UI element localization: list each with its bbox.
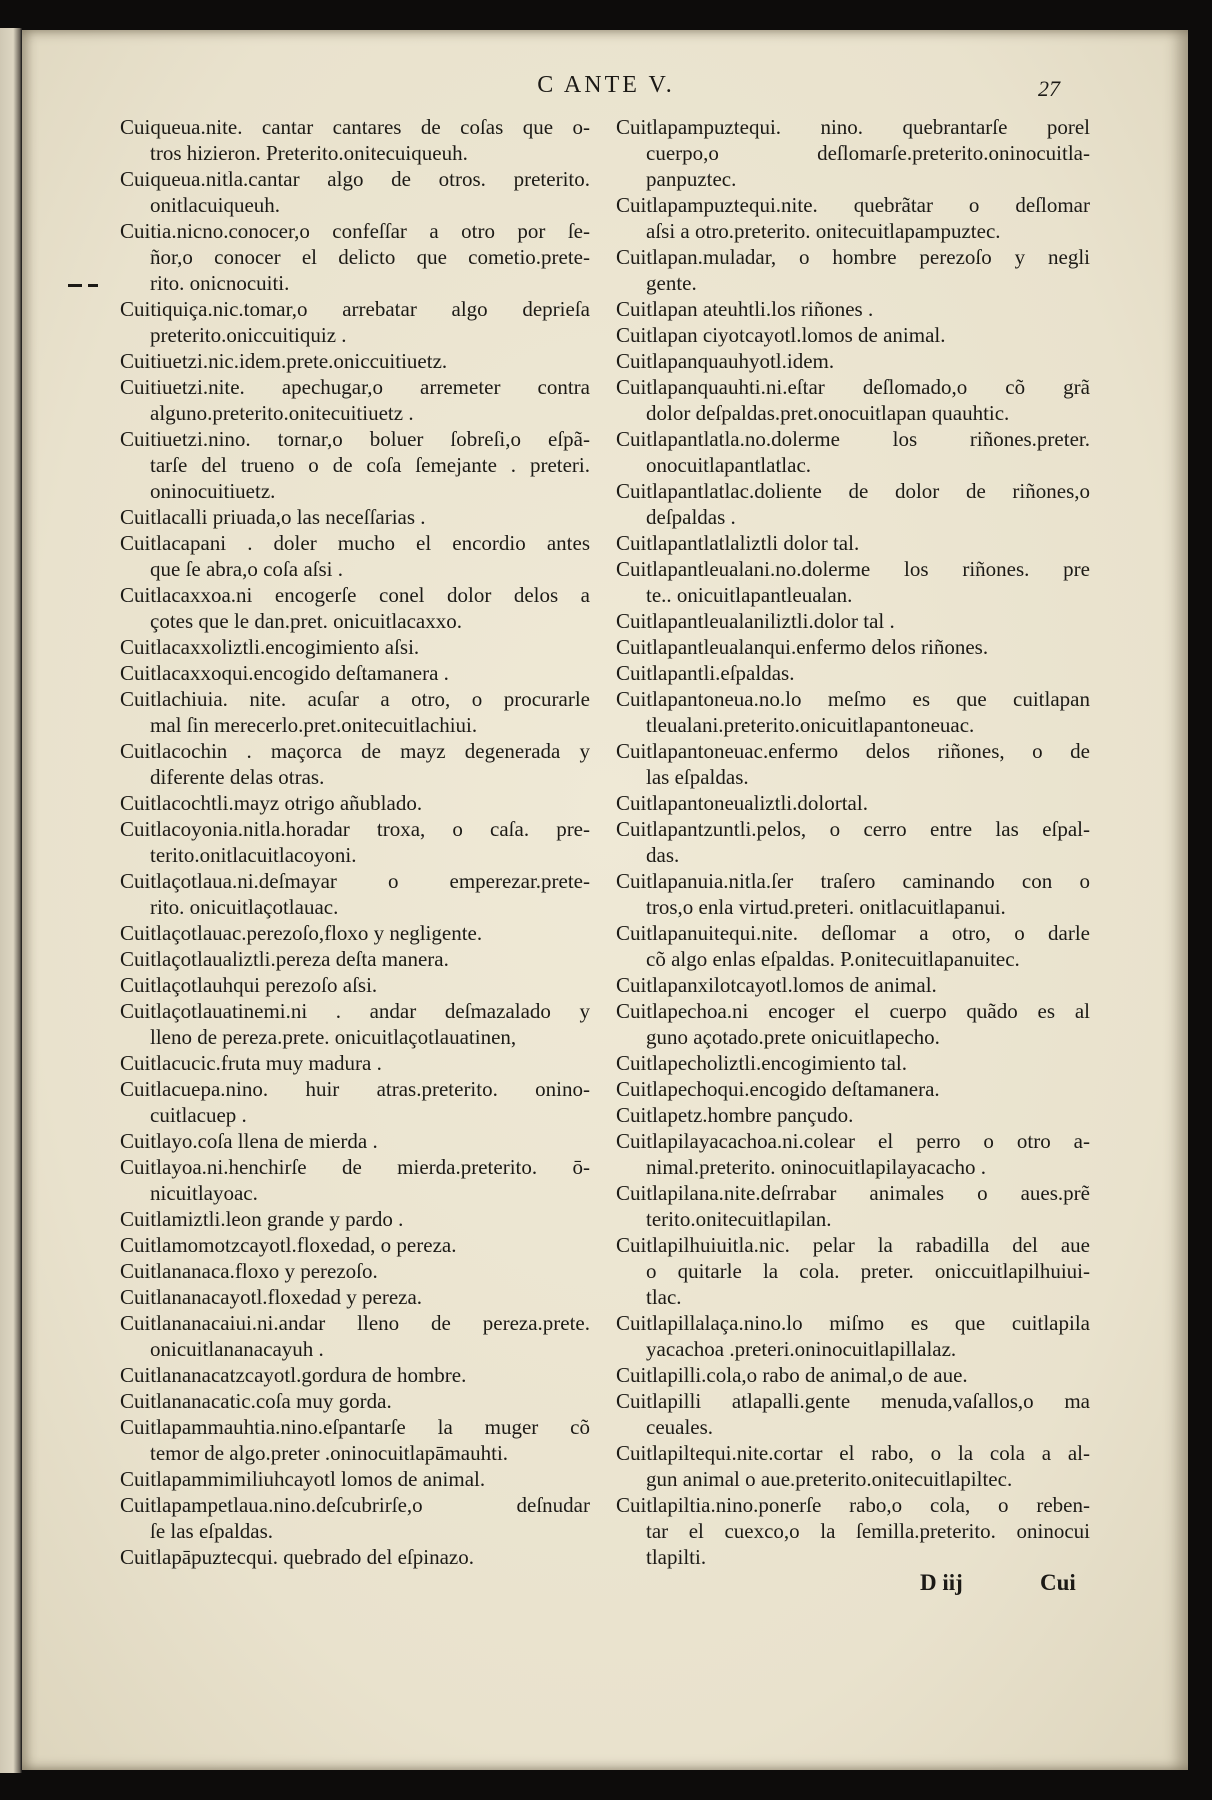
entry-continuation: terito.onitecuitlapilan.	[646, 1207, 832, 1231]
entry-continuation: cõ algo enlas eſpaldas. P.onitecuitlapanuitec.	[646, 947, 1020, 971]
dictionary-entry	[616, 244, 1090, 296]
entry-headline: Cuitlapiltia.nino.ponerſe rabo,o cola, o reben-	[616, 1493, 1090, 1517]
dictionary-entry	[120, 530, 590, 582]
entry-headline: Cuitlapāpuztecqui. quebrado del eſpinazo.	[120, 1545, 474, 1569]
entry-headline: Cuitlaçotlauac.perezoſo,floxo y negligente.	[120, 921, 483, 945]
entry-headline: Cuitlapillalaça.nino.lo miſmo es que cuitlapila	[616, 1311, 1090, 1335]
entry-continuation: te.. onicuitlapantleualan.	[646, 583, 853, 607]
dictionary-entry	[120, 1050, 590, 1076]
dictionary-entry	[616, 686, 1090, 738]
dictionary-entry	[120, 166, 590, 218]
dictionary-entry	[120, 218, 590, 296]
entry-headline: Cuitlapantoneua.no.lo meſmo es que cuitlapan	[616, 687, 1090, 711]
entry-continuation: nicuitlayoac.	[150, 1181, 258, 1205]
entry-continuation: gun animal o aue.preterito.onitecuitlapiltec.	[646, 1467, 1013, 1491]
entry-headline: Cuitlachiuia. nite. acuſar a otro, o procurarle	[120, 687, 590, 711]
dictionary-entry	[616, 114, 1090, 192]
dictionary-entry	[120, 1128, 590, 1154]
entry-headline: Cuitlapanuitequi.nite. deſlomar a otro, o darle	[616, 921, 1090, 945]
entry-continuation: tleualani.preterito.onicuitlapantoneuac.	[646, 713, 975, 737]
entry-headline: Cuiqueua.nite. cantar cantares de coſas que o-	[120, 115, 590, 139]
dictionary-entry	[120, 1492, 590, 1544]
entry-headline: Cuitlapan.muladar, o hombre perezoſo y negli	[616, 245, 1090, 269]
entry-continuation: diferente delas otras.	[150, 765, 325, 789]
entry-headline: Cuitlacochin . maçorca de mayz degenerada y	[120, 739, 590, 763]
entry-continuation: ſe las eſpaldas.	[150, 1519, 274, 1543]
dictionary-entry	[120, 1076, 590, 1128]
entry-continuation: alguno.preterito.onitecuitiuetz .	[150, 401, 414, 425]
signature-mark: D iij	[920, 1570, 963, 1595]
dictionary-entry	[120, 1362, 590, 1388]
entry-headline: Cuitlapanuia.nitla.ſer traſero caminando con o	[616, 869, 1090, 893]
entry-headline: Cuitlapantli.eſpaldas.	[616, 661, 795, 685]
dictionary-entry	[616, 790, 1090, 816]
dictionary-entry	[616, 1362, 1090, 1388]
entry-headline: Cuitlapantlatla.no.dolerme los riñones.preter.	[616, 427, 1090, 451]
dictionary-entry	[120, 1466, 590, 1492]
entry-headline: Cuitlapan ateuhtli.los riñones .	[616, 297, 874, 321]
entry-headline: Cuitlayoa.ni.henchirſe de mierda.preterito. ō-	[120, 1155, 590, 1179]
entry-headline: Cuitlapampetlaua.nino.deſcubrirſe,o deſnudar	[120, 1493, 590, 1517]
entry-headline: Cuitlamomotzcayotl.floxedad, o pereza.	[120, 1233, 457, 1257]
dictionary-entry	[120, 816, 590, 868]
dictionary-entry	[120, 1206, 590, 1232]
dictionary-entry	[120, 1258, 590, 1284]
dictionary-entry	[616, 1310, 1090, 1362]
entry-continuation: que ſe abra,o coſa aſsi .	[150, 557, 343, 581]
entry-headline: Cuitlapantleualani.no.dolerme los riñones. pre	[616, 557, 1090, 581]
entry-continuation: deſpaldas .	[646, 505, 736, 529]
entry-headline: Cuiqueua.nitla.cantar algo de otros. preterito.	[120, 167, 590, 191]
entry-continuation: onicuitlananacayuh .	[150, 1337, 324, 1361]
entry-continuation: panpuztec.	[646, 167, 737, 191]
entry-continuation: o quitarle la cola. preter. oniccuitlapilhuiui-	[646, 1259, 1090, 1283]
dictionary-entry	[616, 1388, 1090, 1440]
entry-headline: Cuitlananacatic.coſa muy gorda.	[120, 1389, 392, 1413]
dictionary-entry	[616, 374, 1090, 426]
dictionary-entry	[120, 1388, 590, 1414]
entry-headline: Cuitlapanquauhyotl.idem.	[616, 349, 835, 373]
dictionary-entry	[616, 556, 1090, 608]
dictionary-entry	[120, 1414, 590, 1466]
entry-headline: Cuitiquiça.nic.tomar,o arrebatar algo deprieſa	[120, 297, 590, 321]
entry-headline: Cuitlapilli.cola,o rabo de animal,o de aue.	[616, 1363, 968, 1387]
dictionary-entry	[120, 348, 590, 374]
entry-continuation: guno açotado.prete onicuitlapecho.	[646, 1025, 940, 1049]
dictionary-entry	[120, 1310, 590, 1362]
dictionary-entry	[120, 946, 590, 972]
dictionary-entry	[616, 1232, 1090, 1310]
dictionary-entry	[120, 296, 590, 348]
entry-headline: Cuitlananacaiui.ni.andar lleno de pereza.prete.	[120, 1311, 590, 1335]
dictionary-entry	[616, 192, 1090, 244]
entry-headline: Cuitia.nicno.conocer,o confeſſar a otro por ſe-	[120, 219, 590, 243]
entry-continuation: aſsi a otro.preterito. onitecuitlapampuztec.	[646, 219, 1001, 243]
entry-headline: Cuitiuetzi.nic.idem.prete.oniccuitiuetz.	[120, 349, 448, 373]
entry-headline: Cuitlapantzuntli.pelos, o cerro entre las eſpal-	[616, 817, 1090, 841]
entry-headline: Cuitlapilli atlapalli.gente menuda,vaſallos,o ma	[616, 1389, 1090, 1413]
entry-continuation: lleno de pereza.prete. onicuitlaçotlauatinen,	[150, 1025, 517, 1049]
dictionary-entry	[616, 322, 1090, 348]
entry-headline: Cuitlaçotlaualiztli.pereza deſta manera.	[120, 947, 449, 971]
dictionary-entry	[120, 790, 590, 816]
entry-continuation: çotes que le dan.pret. onicuitlacaxxo.	[150, 609, 462, 633]
dictionary-entry	[616, 426, 1090, 478]
dictionary-entry	[616, 634, 1090, 660]
entry-headline: Cuitlapantlatlac.doliente de dolor de riñones,o	[616, 479, 1090, 503]
entry-headline: Cuitlapechoqui.encogido deſtamanera.	[616, 1077, 940, 1101]
entry-continuation: tlapilti.	[646, 1545, 707, 1569]
entry-headline: Cuitlapilana.nite.deſrrabar animales o aues.prẽ	[616, 1181, 1090, 1205]
entry-headline: Cuitlacucic.fruta muy madura .	[120, 1051, 382, 1075]
entry-continuation: rito. onicnocuiti.	[150, 271, 290, 295]
dictionary-entry	[120, 1544, 590, 1570]
dictionary-entry	[616, 738, 1090, 790]
dictionary-entry	[616, 1440, 1090, 1492]
entry-headline: Cuitlapecholiztli.encogimiento tal.	[616, 1051, 908, 1075]
dictionary-entry	[120, 1232, 590, 1258]
entry-headline: Cuitlananacayotl.floxedad y pereza.	[120, 1285, 423, 1309]
dictionary-entry	[616, 1128, 1090, 1180]
dictionary-entry	[616, 972, 1090, 998]
entry-headline: Cuitlapanxilotcayotl.lomos de animal.	[616, 973, 937, 997]
entry-headline: Cuitiuetzi.nite. apechugar,o arremeter contra	[120, 375, 590, 399]
entry-headline: Cuitlapan ciyotcayotl.lomos de animal.	[616, 323, 946, 347]
dictionary-entry	[120, 1154, 590, 1206]
entry-headline: Cuitlapantoneualiztli.dolortal.	[616, 791, 868, 815]
entry-headline: Cuitlapilayacachoa.ni.colear el perro o otro a-	[616, 1129, 1090, 1153]
entry-continuation: cuerpo,o deſlomarſe.preterito.oninocuitla-	[646, 141, 1090, 165]
dictionary-entry	[120, 998, 590, 1050]
entry-continuation: ceuales.	[646, 1415, 714, 1439]
previous-page-edge	[0, 28, 22, 1773]
entry-headline: Cuitlayo.coſa llena de mierda .	[120, 1129, 378, 1153]
entry-continuation: ñor,o conocer el delicto que cometio.prete-	[150, 245, 590, 269]
dictionary-entry	[120, 426, 590, 504]
dictionary-entry	[616, 1076, 1090, 1102]
entry-continuation: tarſe del trueno o de coſa ſemejante . preteri.	[150, 453, 590, 477]
dictionary-entry	[616, 1180, 1090, 1232]
entry-continuation: das.	[646, 843, 680, 867]
dictionary-entry	[616, 816, 1090, 868]
running-title: C ANTE V.	[537, 72, 675, 98]
entry-continuation: tros,o enla virtud.preteri. onitlacuitlapanui.	[646, 895, 1006, 919]
entry-headline: Cuitiuetzi.nino. tornar,o boluer ſobreſi,o eſpã-	[120, 427, 590, 451]
entry-continuation: terito.onitlacuitlacoyoni.	[150, 843, 357, 867]
entry-continuation: gente.	[646, 271, 697, 295]
dictionary-entry	[120, 582, 590, 634]
entry-continuation: tlac.	[646, 1285, 682, 1309]
entry-headline: Cuitlacochtli.mayz otrigo añublado.	[120, 791, 423, 815]
entry-headline: Cuitlapilhuiuitla.nic. pelar la rabadilla del aue	[616, 1233, 1090, 1257]
entry-headline: Cuitlacalli priuada,o las neceſſarias .	[120, 505, 426, 529]
entry-headline: Cuitlapanquauhti.ni.eſtar deſlomado,o cõ grã	[616, 375, 1090, 399]
entry-headline: Cuitlaçotlaua.ni.deſmayar o emperezar.prete-	[120, 869, 590, 893]
entry-continuation: onocuitlapantlatlac.	[646, 453, 812, 477]
entry-headline: Cuitlacaxxoliztli.encogimiento aſsi.	[120, 635, 420, 659]
entry-headline: Cuitlaçotlauatinemi.ni . andar deſmazalado y	[120, 999, 590, 1023]
entry-headline: Cuitlapampuztequi. nino. quebrantarſe porel	[616, 115, 1090, 139]
entry-headline: Cuitlananaca.floxo y perezoſo.	[120, 1259, 378, 1283]
margin-mark-icon	[68, 276, 112, 280]
entry-continuation: nimal.preterito. oninocuitlapilayacacho .	[646, 1155, 986, 1179]
dictionary-entry	[616, 1050, 1090, 1076]
entry-headline: Cuitlapammimiliuhcayotl lomos de animal.	[120, 1467, 486, 1491]
entry-continuation: cuitlacuep .	[150, 1103, 247, 1127]
dictionary-entry	[616, 348, 1090, 374]
entry-continuation: tros hizieron. Preterito.onitecuiqueuh.	[150, 141, 468, 165]
dictionary-entry	[616, 530, 1090, 556]
entry-headline: Cuitlacuepa.nino. huir atras.preterito. onino-	[120, 1077, 590, 1101]
entry-headline: Cuitlaçotlauhqui perezoſo aſsi.	[120, 973, 378, 997]
entry-headline: Cuitlapantleualaniliztli.dolor tal .	[616, 609, 895, 633]
dictionary-entry	[616, 998, 1090, 1050]
dictionary-entry	[120, 868, 590, 920]
dictionary-entry	[616, 920, 1090, 972]
dictionary-entry	[120, 374, 590, 426]
entry-continuation: onitlacuiqueuh.	[150, 193, 281, 217]
entry-continuation: oninocuitiuetz.	[150, 479, 276, 503]
dictionary-entry	[616, 1102, 1090, 1128]
entry-headline: Cuitlamiztli.leon grande y pardo .	[120, 1207, 404, 1231]
entry-continuation: yacachoa .preteri.oninocuitlapillalaz.	[646, 1337, 957, 1361]
entry-continuation: preterito.oniccuitiquiz .	[150, 323, 347, 347]
dictionary-entry	[616, 1492, 1090, 1570]
dictionary-entry	[616, 296, 1090, 322]
dictionary-entry	[120, 114, 590, 166]
left-column	[120, 114, 590, 1570]
entry-headline: Cuitlacaxxoa.ni encogerſe conel dolor delos a	[120, 583, 590, 607]
entry-continuation: las eſpaldas.	[646, 765, 749, 789]
catchword: Cui	[1040, 1570, 1076, 1595]
dictionary-entry	[616, 660, 1090, 686]
entry-headline: Cuitlapammauhtia.nino.eſpantarſe la muger cõ	[120, 1415, 590, 1439]
entry-headline: Cuitlananacatzcayotl.gordura de hombre.	[120, 1363, 467, 1387]
entry-headline: Cuitlapechoa.ni encoger el cuerpo quãdo es al	[616, 999, 1090, 1023]
dictionary-entry	[616, 868, 1090, 920]
entry-continuation: tar el cuexco,o la ſemilla.preterito. oninocui	[646, 1519, 1090, 1543]
right-column	[616, 114, 1090, 1570]
folio-number: 27	[1038, 76, 1060, 101]
dictionary-entry	[616, 478, 1090, 530]
entry-headline: Cuitlacapani . doler mucho el encordio antes	[120, 531, 590, 555]
entry-headline: Cuitlacaxxoqui.encogido deſtamanera .	[120, 661, 449, 685]
dictionary-entry	[616, 608, 1090, 634]
entry-continuation: dolor deſpaldas.pret.onocuitlapan quauhtic.	[646, 401, 1010, 425]
dictionary-entry	[120, 686, 590, 738]
dictionary-entry	[120, 920, 590, 946]
entry-headline: Cuitlapampuztequi.nite. quebrãtar o deſlomar	[616, 193, 1090, 217]
entry-continuation: mal ſin merecerlo.pret.onitecuitlachiui.	[150, 713, 478, 737]
entry-continuation: rito. onicuitlaçotlauac.	[150, 895, 339, 919]
dictionary-entry	[120, 634, 590, 660]
entry-headline: Cuitlapantoneuac.enfermo delos riñones, o de	[616, 739, 1090, 763]
entry-headline: Cuitlapantlatlaliztli dolor tal.	[616, 531, 860, 555]
dictionary-entry	[120, 972, 590, 998]
dictionary-entry	[120, 660, 590, 686]
entry-headline: Cuitlacoyonia.nitla.horadar troxa, o caſa. pre-	[120, 817, 590, 841]
entry-headline: Cuitlapantleualanqui.enfermo delos riñones.	[616, 635, 989, 659]
dictionary-entry	[120, 504, 590, 530]
dictionary-entry	[120, 738, 590, 790]
dictionary-entry	[120, 1284, 590, 1310]
entry-headline: Cuitlapetz.hombre pançudo.	[616, 1103, 854, 1127]
entry-continuation: temor de algo.preter .oninocuitlapāmauhti.	[150, 1441, 509, 1465]
entry-headline: Cuitlapiltequi.nite.cortar el rabo, o la cola a al-	[616, 1441, 1090, 1465]
